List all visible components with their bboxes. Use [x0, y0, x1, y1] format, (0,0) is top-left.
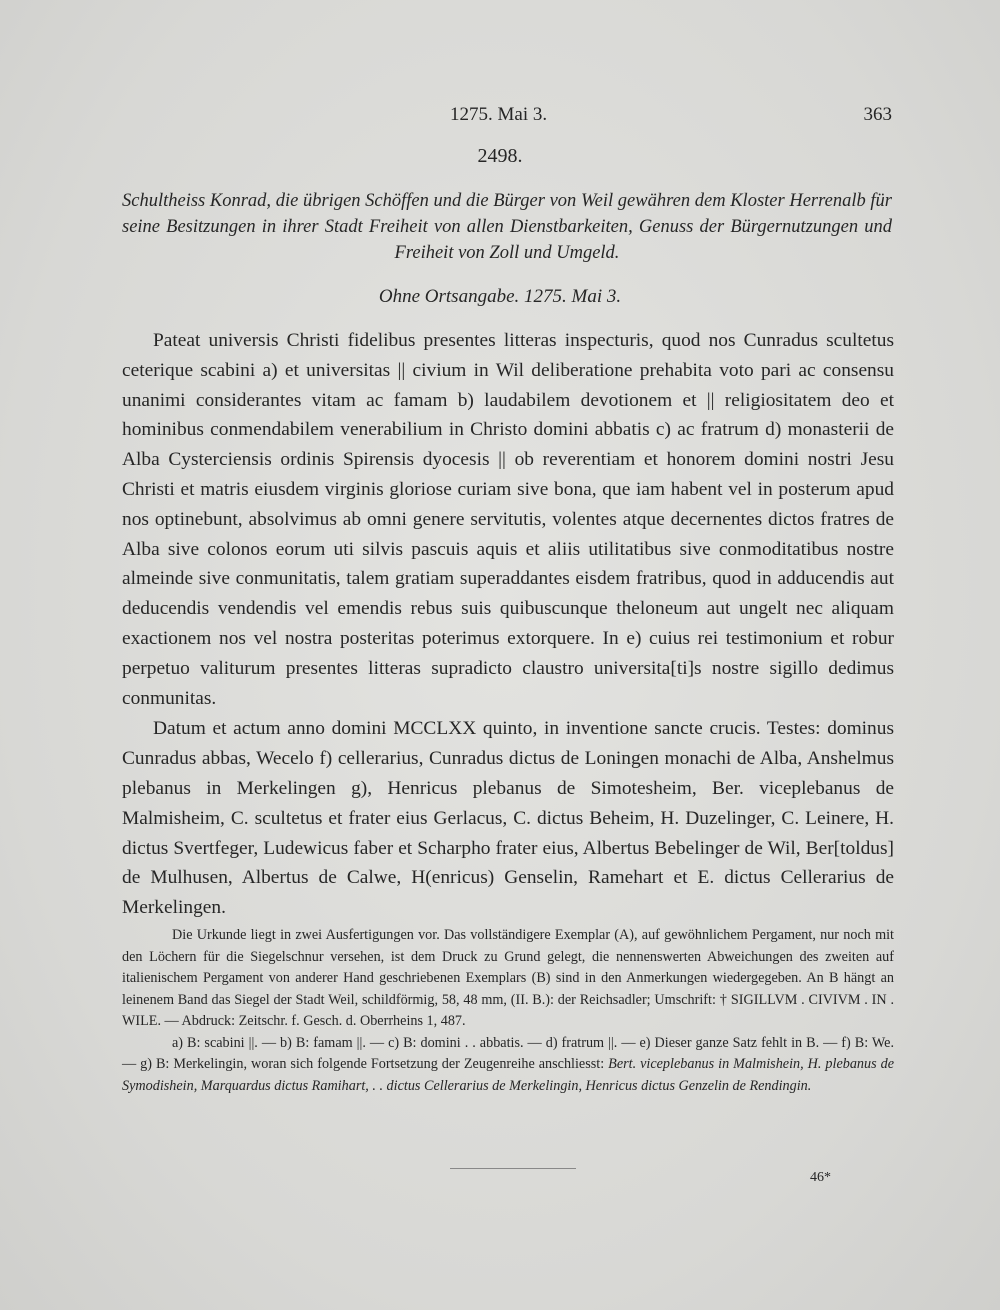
footnotes-text: a) B: scabini ||. — b) B: famam ||. — c) B: domini . . abbatis. — d) fratrum ||. — e) Dieser ganze Satz fehlt in B. — f) B: We. — g) B: Merkelingin, woran sich folgende Fortsetzung der Zeugenreihe anschliesst: — [122, 1034, 894, 1072]
charter-paragraph: Pateat universis Christi fidelibus presentes litteras inspecturis, quod nos Cunradus scultetus ceterique scabini a) et universitas || civium in Wil deliberatione prehabita voto pari ac consensu unanimi considerantes vitam ac famam b) laudabilem devotionem et || religiositatem deo et hominibus conmendabilem venerabilium in Christo domini abbatis c) ac fratrum d) monasterii de Alba Cysterciensis ordinis Spirensis dyocesis || ob reverentiam et honorem domini nostri Jesu Christi et matris eiusdem virginis gloriose curiam sive bona, que iam habent vel in posterum apud nos optinebunt, absolvimus ab omni genere servitutis, volentes atque decernentes dictos fratres de Alba sive colonos eorum uti silvis pascuis aquis et aliis utilitatibus sive conmoditatibus nostre almeinde sive conmunitatis, talem gratiam superaddantes eisdem fratribus, quod in adducendis aut deducendis vendendis vel emendis rebus suis quibuscunque theloneum aut ungelt nec aliquam exactionem nos vel nostra posteritas poterimus extorquere. In e) cuius rei testimonium et robur perpetuo valiturum presentes litteras supradicto claustro universita[ti]s nostre sigillo dedimus conmunitas. — [122, 330, 894, 709]
footnotes-witness-list: Bert. viceplebanus in Malmishein, H. plebanus de Symodishein, Marquardus dictus Ramihart, . . dictus Cellerarius de Merkelingin, Henricus dictus Genzelin de Rendingin. — [122, 1056, 895, 1094]
editorial-notes — [122, 925, 894, 1097]
footnotes — [122, 1033, 894, 1098]
sheet-signature: 46* — [810, 1170, 831, 1185]
page-number: 363 — [863, 104, 892, 125]
place-date-line: Ohne Ortsangabe. 1275. Mai 3. — [378, 286, 622, 307]
document-number: 2498. — [477, 145, 523, 167]
header-date: 1275. Mai 3. — [450, 104, 548, 125]
regest-summary: Schultheiss Konrad, die übrigen Schöffen und die Bürger von Weil gewähren dem Kloster Herrenalb für seine Besitzungen in ihrer Stadt Freiheit von allen Dienstbarkeiten, Genuss der Bürgernutzungen und Freiheit von Zoll und Umgeld. — [122, 191, 892, 263]
page-header — [122, 104, 892, 134]
separator-rule — [450, 1168, 576, 1169]
charter-paragraph: Datum et actum anno domini MCCLXX quinto, in inventione sancte crucis. Testes: dominus Cunradus abbas, Wecelo f) cellerarius, Cunradus dictus de Loningen monachi de Alba, Anshelmus plebanus in Merkelingen g), Henricus plebanus de Simotesheim, Ber. viceplebanus de Malmisheim, C. scultetus et frater eius Gerlacus, C. dictus Beheim, H. Duzelinger, C. Leinere, H. dictus Svertfeger, Ludewicus faber et Scharpho frater eius, Albertus Bebelinger de Wil, Ber[toldus] de Mulhusen, Albertus de Calwe, H(enricus) Genselin, Ramehart et E. dictus Cellerarius de Merkelingen. — [122, 718, 894, 919]
source-note: Die Urkunde liegt in zwei Ausfertigungen vor. Das vollständigere Exemplar (A), auf gewöhnlichem Pergament, nur noch mit den Löchern für die Siegelschnur versehen, ist dem Druck zu Grund gelegt, die nennenswerten Abweichungen des zweiten auf italienischem Pergament von anderer Hand geschriebenen Exemplars (B) sind in den Anmerkungen wiedergegeben. An B hängt an leinenem Band das Siegel der Stadt Weil, schildförmig, 58, 48 mm, (II. B.): der Reichsadler; Umschrift: † SIGILLVM . CIVIVM . IN . WILE. — Abdruck: Zeitschr. f. Gesch. d. Oberrheins 1, 487. — [122, 927, 894, 1029]
charter-text — [122, 326, 894, 923]
